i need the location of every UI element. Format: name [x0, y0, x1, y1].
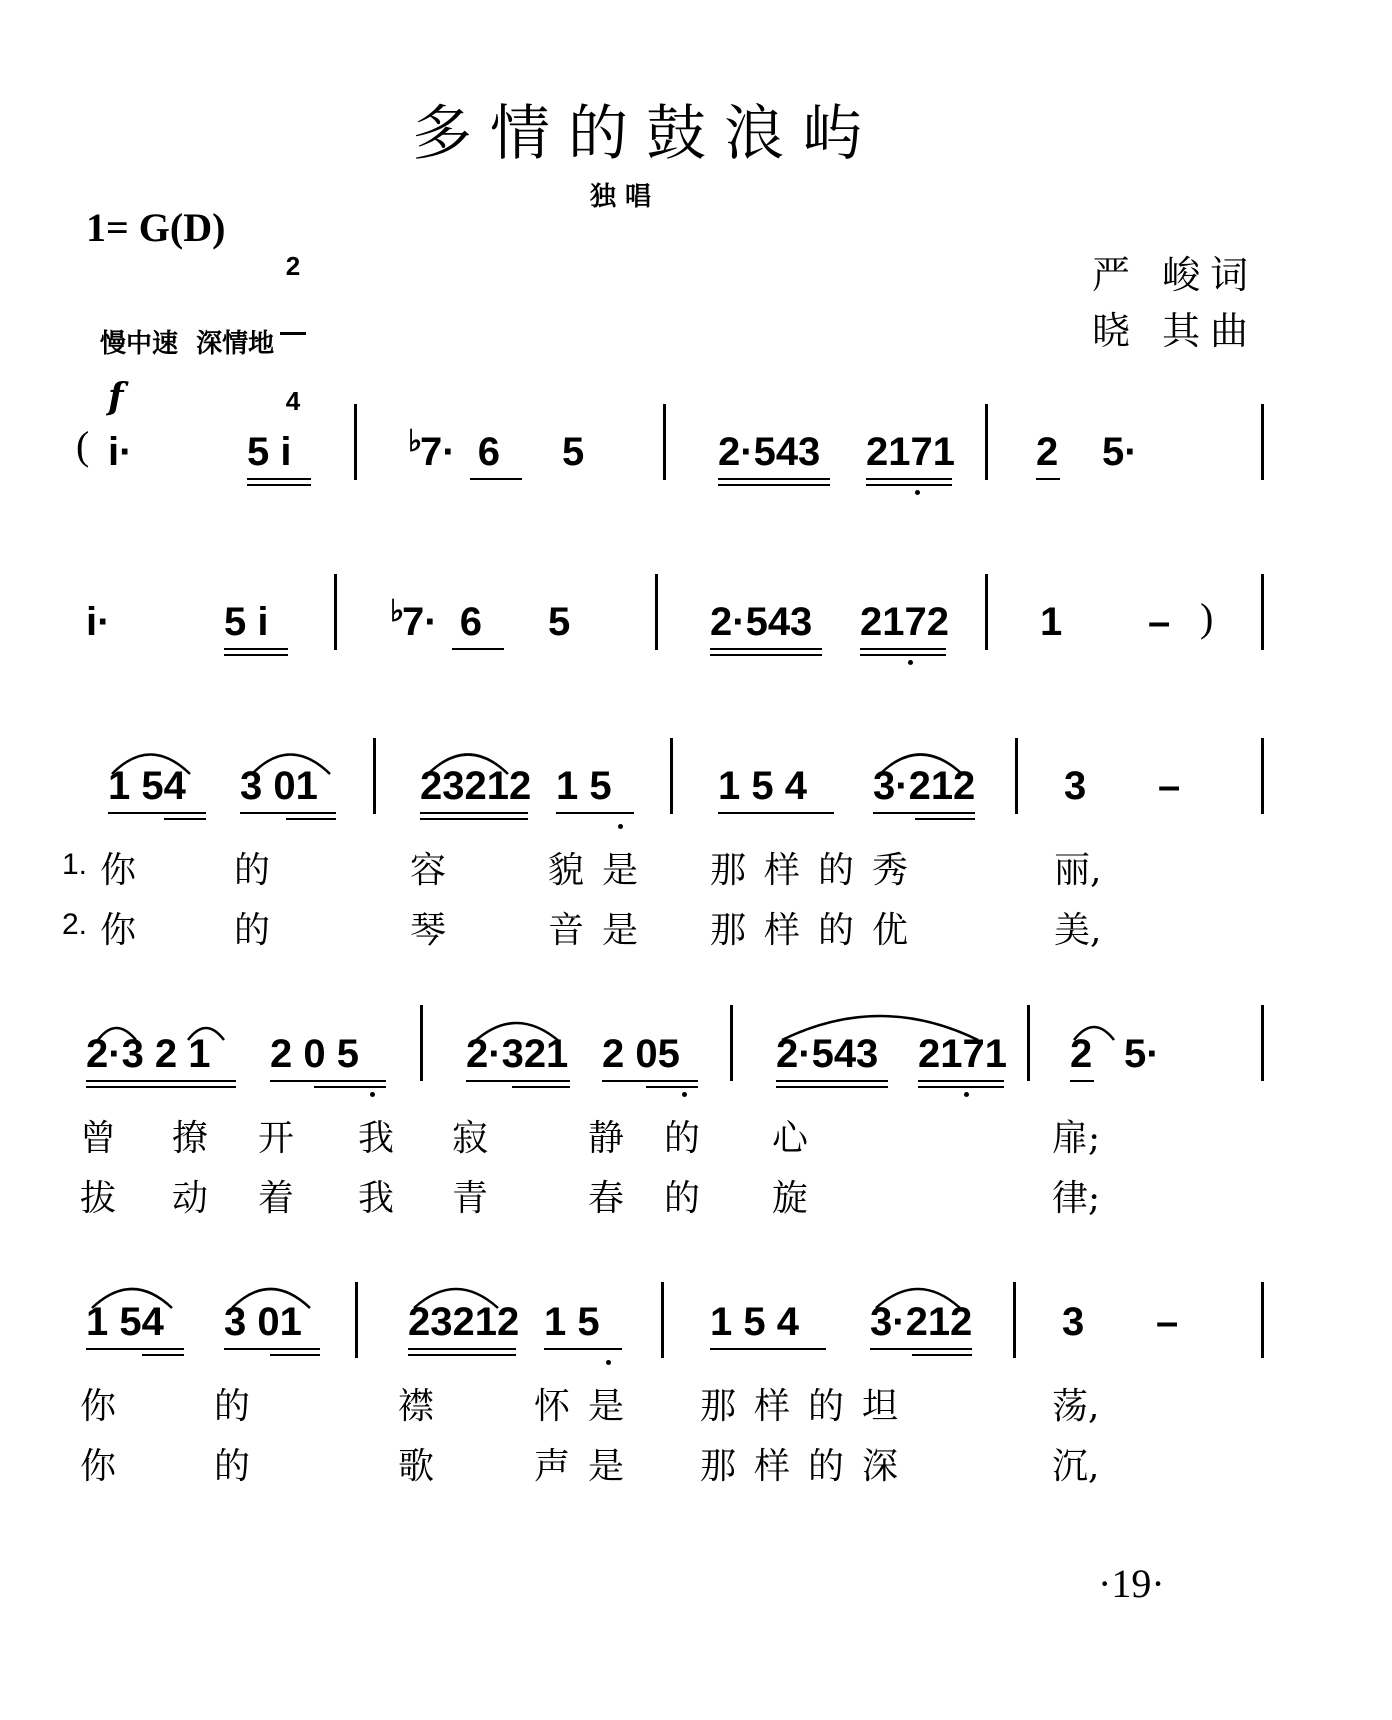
barline: [1261, 738, 1264, 814]
lyric-syllable: 春: [588, 1178, 625, 1219]
lyric-syllable: 青: [452, 1178, 489, 1219]
note-group: 5 i: [224, 600, 269, 644]
lyric-syllable: 我: [358, 1178, 395, 1219]
lyric-syllable: 的: [664, 1178, 701, 1219]
note-group: –: [1158, 764, 1181, 808]
lyric-syllable: 琴: [410, 910, 447, 951]
lyric-syllable: 样: [754, 1446, 791, 1487]
time-signature-denominator: 4: [285, 386, 301, 416]
note-group: 2171: [918, 1032, 1007, 1076]
low-octave-dot: [682, 1092, 687, 1097]
beam-line: [860, 648, 946, 650]
barline: [1013, 1282, 1016, 1358]
beam-line: [247, 478, 311, 480]
beam-line: [247, 484, 311, 486]
lyric-syllable: 样: [764, 850, 801, 891]
note-group: 5·: [1102, 430, 1138, 474]
note-group: 1 5 4: [710, 1300, 799, 1344]
beam-line: [776, 1080, 888, 1082]
lyric-syllable: 的: [808, 1446, 845, 1487]
note-group: 3·212: [870, 1300, 973, 1344]
beam-line: [224, 648, 288, 650]
time-signature-numerator: 2: [285, 251, 301, 281]
page-title: 多情的鼓浪屿: [412, 99, 880, 169]
lyric-syllable: 秀: [872, 850, 909, 891]
note-group: 2·321: [466, 1032, 569, 1076]
beam-line: [420, 818, 528, 820]
lyric-syllable: 那: [700, 1446, 737, 1487]
beam-line: [270, 1080, 386, 1082]
lyric-syllable: 的: [214, 1446, 251, 1487]
beam-line: [408, 1348, 516, 1350]
slur-layer: [0, 730, 1392, 780]
lyric-syllable: 的: [234, 850, 271, 891]
beam-line: [466, 1080, 570, 1082]
low-octave-dot: [618, 824, 623, 829]
note-group: 23212: [420, 764, 532, 808]
lyric-syllable: 那: [710, 850, 747, 891]
lyric-syllable: 坦: [862, 1386, 899, 1427]
beam-line: [776, 1086, 888, 1088]
barline: [1261, 1282, 1264, 1358]
barline: [1015, 738, 1018, 814]
note-group: 3: [1062, 1300, 1085, 1344]
lyric-syllable: 那: [700, 1386, 737, 1427]
verse-number: 2.: [62, 908, 88, 941]
lyric-syllable: 着: [258, 1178, 295, 1219]
composer-credit: 晓 其曲: [1092, 309, 1259, 353]
note-group: 2171: [866, 430, 955, 474]
beam-line: [86, 1080, 236, 1082]
lyric-syllable: 是: [602, 910, 639, 951]
key-signature: 1= G(D): [86, 205, 226, 250]
barline: [661, 1282, 664, 1358]
beam-line: [912, 1354, 972, 1356]
lyric-syllable: 样: [754, 1386, 791, 1427]
low-octave-dot: [370, 1092, 375, 1097]
lyric-syllable: 曾: [80, 1118, 117, 1159]
note-group: 23212: [408, 1300, 520, 1344]
barline: [670, 738, 673, 814]
lyric-syllable: 深: [862, 1446, 899, 1487]
note-group: 1 54: [86, 1300, 164, 1344]
beam-line: [240, 812, 336, 814]
lyric-syllable: 你: [80, 1386, 117, 1427]
beam-line: [718, 484, 830, 486]
lyric-syllable: 寂: [452, 1118, 489, 1159]
note-group: 2·543: [710, 600, 813, 644]
beam-line: [718, 812, 834, 814]
note-group: 1 54: [108, 764, 186, 808]
beam-line: [915, 818, 975, 820]
lyric-syllable: 貌: [548, 850, 585, 891]
lyric-syllable: 你: [100, 850, 137, 891]
note-group: 3: [1064, 764, 1087, 808]
beam-line: [314, 1086, 386, 1088]
flat-sign: ♭: [390, 595, 405, 628]
lyric-syllable: 的: [818, 910, 855, 951]
beam-line: [224, 1348, 320, 1350]
barline: [420, 1005, 423, 1081]
lyric-syllable: 的: [818, 850, 855, 891]
beam-line: [918, 1086, 1004, 1088]
note-group: 2: [1036, 430, 1059, 474]
barline: [334, 574, 337, 650]
low-octave-dot: [606, 1360, 611, 1365]
note-group: 2 05: [602, 1032, 680, 1076]
lyric-syllable: 的: [808, 1386, 845, 1427]
lyric-syllable: 声: [534, 1446, 571, 1487]
beam-line: [86, 1348, 184, 1350]
slur-layer: [0, 1264, 1392, 1314]
time-signature-line: [280, 332, 306, 335]
barline: [730, 1005, 733, 1081]
lyric-syllable: 动: [172, 1178, 209, 1219]
lyric-syllable: 的: [664, 1118, 701, 1159]
note-group: i·: [86, 600, 111, 644]
lyric-syllable: 怀: [534, 1386, 571, 1427]
lyric-syllable: 是: [588, 1446, 625, 1487]
barline: [373, 738, 376, 814]
beam-line: [860, 654, 946, 656]
lyric-syllable: 你: [100, 910, 137, 951]
tempo-marking: 慢中速 深情地: [100, 329, 275, 359]
note-group: 1 5: [556, 764, 612, 808]
beam-line: [512, 1086, 570, 1088]
dynamic-marking: f: [108, 376, 124, 418]
beam-line: [1070, 1080, 1094, 1082]
note-group: 1 5: [544, 1300, 600, 1344]
beam-line: [602, 1080, 698, 1082]
beam-line: [870, 1348, 972, 1350]
beam-line: [710, 648, 822, 650]
beam-line: [108, 812, 206, 814]
low-octave-dot: [964, 1092, 969, 1097]
beam-line: [710, 1348, 826, 1350]
beam-line: [270, 1354, 320, 1356]
lyric-syllable: 律;: [1052, 1178, 1101, 1219]
note-group: 7· 6: [402, 600, 483, 644]
note-group: 5: [562, 430, 585, 474]
beam-line: [544, 1348, 622, 1350]
barline: [985, 404, 988, 480]
open-parenthesis: (: [76, 423, 90, 468]
lyric-syllable: 容: [410, 850, 447, 891]
lyric-syllable: 我: [358, 1118, 395, 1159]
lyric-syllable: 拔: [80, 1178, 117, 1219]
barline: [355, 1282, 358, 1358]
beam-line: [142, 1354, 184, 1356]
note-group: 3 01: [240, 764, 318, 808]
note-group: 2·543: [776, 1032, 879, 1076]
lyric-syllable: 荡,: [1052, 1386, 1100, 1427]
flat-sign: ♭: [408, 425, 423, 458]
note-group: 5: [548, 600, 571, 644]
lyric-syllable: 是: [602, 850, 639, 891]
lyric-syllable: 优: [872, 910, 909, 951]
lyric-syllable: 扉;: [1052, 1118, 1101, 1159]
page-number: ·19·: [1098, 1561, 1165, 1606]
note-group: 2172: [860, 600, 949, 644]
lyric-syllable: 静: [588, 1118, 625, 1159]
beam-line: [470, 478, 522, 480]
lyric-syllable: 音: [548, 910, 585, 951]
barline: [1027, 1005, 1030, 1081]
beam-line: [556, 812, 634, 814]
lyric-syllable: 沉,: [1052, 1446, 1100, 1487]
beam-line: [452, 648, 504, 650]
note-group: 1: [1040, 600, 1063, 644]
lyric-syllable: 的: [234, 910, 271, 951]
note-group: 3 01: [224, 1300, 302, 1344]
barline: [985, 574, 988, 650]
note-group: 2·3 2 1: [86, 1032, 211, 1076]
note-group: 2 0 5: [270, 1032, 359, 1076]
time-signature: [280, 201, 306, 440]
barline: [354, 404, 357, 480]
beam-line: [164, 818, 206, 820]
note-group: 2·543: [718, 430, 821, 474]
beam-line: [1036, 478, 1060, 480]
note-group: i·: [108, 430, 133, 474]
beam-line: [86, 1086, 236, 1088]
subtitle: 独 唱: [590, 182, 652, 212]
lyric-syllable: 襟: [398, 1386, 435, 1427]
beam-line: [646, 1086, 698, 1088]
low-octave-dot: [908, 660, 913, 665]
barline: [663, 404, 666, 480]
note-group: 5 i: [247, 430, 292, 474]
barline: [1261, 1005, 1264, 1081]
beam-line: [224, 654, 288, 656]
lyric-syllable: 的: [214, 1386, 251, 1427]
beam-line: [866, 478, 952, 480]
lyric-syllable: 开: [258, 1118, 295, 1159]
lyric-syllable: 心: [772, 1118, 809, 1159]
beam-line: [286, 818, 336, 820]
lyric-syllable: 美,: [1054, 910, 1102, 951]
lyric-syllable: 样: [764, 910, 801, 951]
note-group: 5·: [1124, 1032, 1160, 1076]
lyric-syllable: 那: [710, 910, 747, 951]
note-group: 1 5 4: [718, 764, 807, 808]
barline: [1261, 404, 1264, 480]
beam-line: [718, 478, 830, 480]
verse-number: 1.: [62, 848, 88, 881]
beam-line: [408, 1354, 516, 1356]
barline: [655, 574, 658, 650]
lyric-syllable: 撩: [172, 1118, 209, 1159]
note-group: –: [1156, 1300, 1179, 1344]
lyric-syllable: 是: [588, 1386, 625, 1427]
barline: [1261, 574, 1264, 650]
note-group: –: [1148, 600, 1171, 644]
note-group: 7· 6: [420, 430, 501, 474]
note-group: 2: [1070, 1032, 1093, 1076]
lyric-syllable: 歌: [398, 1446, 435, 1487]
beam-line: [866, 484, 952, 486]
lyric-syllable: 旋: [772, 1178, 809, 1219]
beam-line: [873, 812, 975, 814]
lyric-syllable: 你: [80, 1446, 117, 1487]
note-group: 3·212: [873, 764, 976, 808]
low-octave-dot: [915, 490, 920, 495]
lyricist-credit: 严 峻词: [1092, 253, 1259, 297]
close-parenthesis: ): [1200, 595, 1214, 640]
lyric-syllable: 丽,: [1054, 850, 1102, 891]
beam-line: [918, 1080, 1004, 1082]
beam-line: [710, 654, 822, 656]
beam-line: [420, 812, 528, 814]
